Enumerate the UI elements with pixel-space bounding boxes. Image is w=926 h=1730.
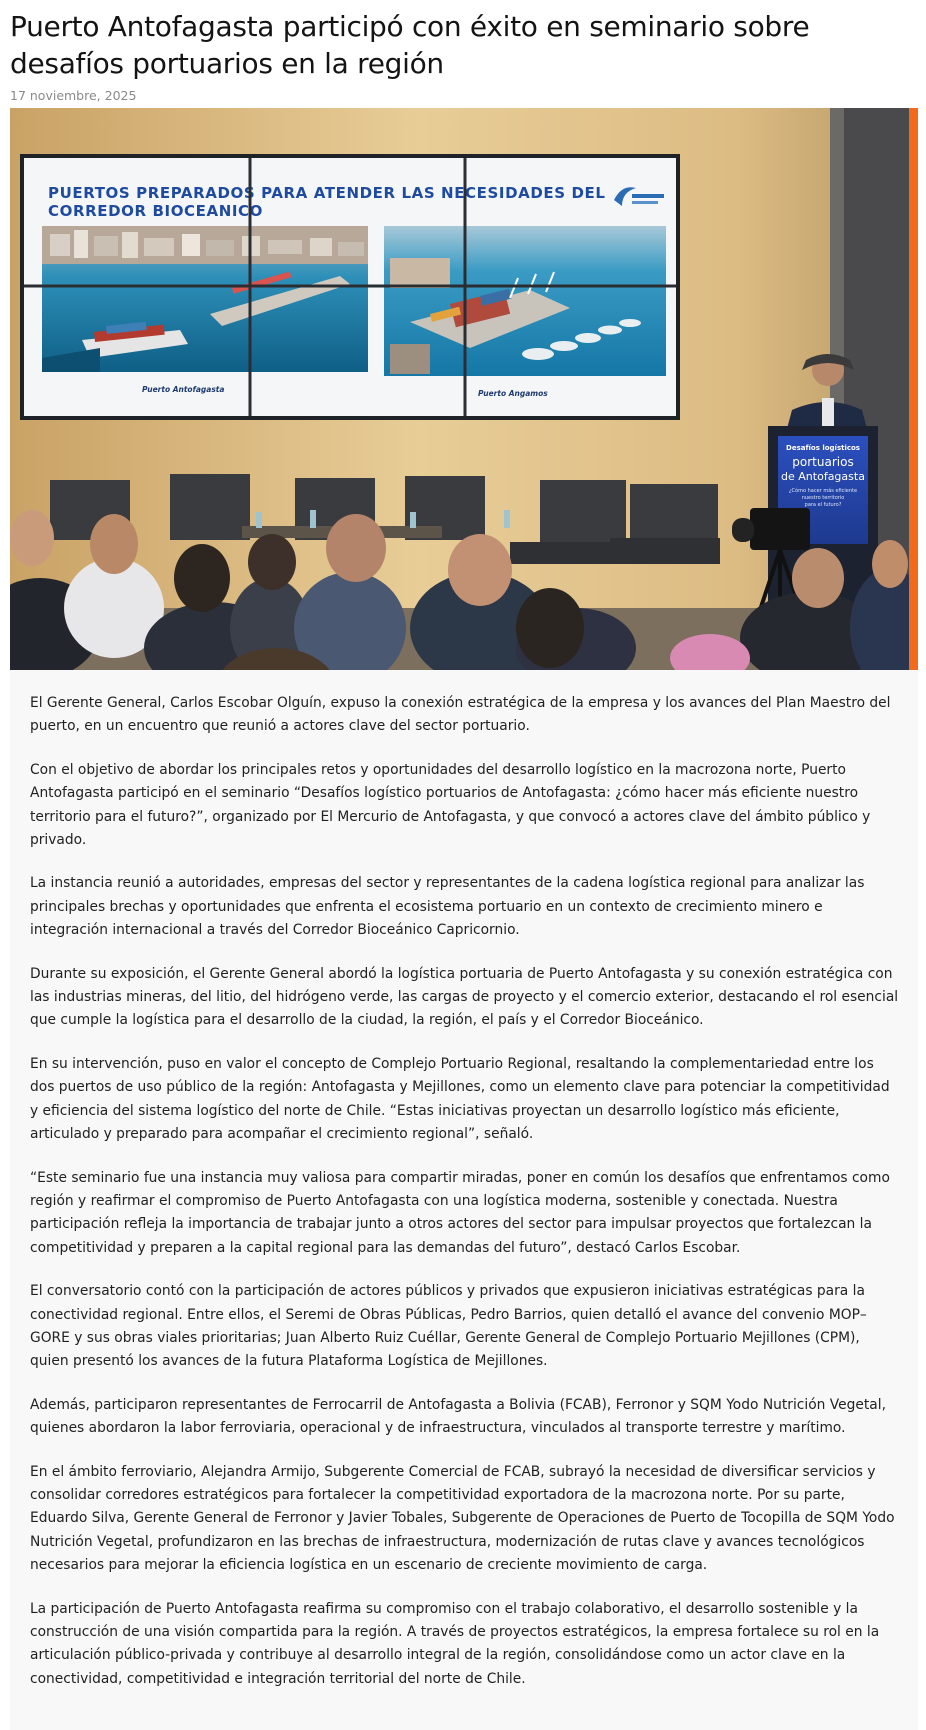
publish-date: 17 noviembre, 2025 — [10, 88, 137, 103]
screen-photo-right — [384, 226, 666, 376]
hero-photo — [10, 108, 918, 670]
article-title: Puerto Antofagasta participó con éxito en seminario sobre desafíos portuarios en la región — [10, 10, 810, 80]
screen-headline-1: PUERTOS PREPARADOS PARA ATENDER LAS NECESIDADES DEL — [48, 184, 606, 202]
podium-line-4: ¿Cómo hacer más eficiente — [788, 488, 858, 494]
paragraph: La participación de Puerto Antofagasta reafirma su compromiso con el trabajo colaborativo, el desarrollo sostenible y la construcción de una visión compartida para la región. A través de proyectos estratégicos, la empresa fortalece su rol en la articulación público-privada y contribuye al desarrollo integral de la región, consolidándose como un actor clave en la conectividad, competitividad e integración territorial del norte de Chile. — [30, 1600, 880, 1687]
paragraph: En su intervención, puso en valor el concepto de Complejo Portuario Regional, resaltando la complementariedad entre los dos puertos de uso público de la región: Antofagasta y Mejillones, como un elemento clave para potenciar la competitividad y eficiencia del sistema logístico del norte de Chile. “Estas iniciativas proyectan un desarrollo logístico más eficiente, articulado y preparado para acompañar el crecimiento regional”, señaló. — [30, 1055, 890, 1143]
screen-headline-2: CORREDOR BIOCEANICO — [48, 202, 264, 220]
paragraph: Durante su exposición, el Gerente General abordó la logística portuaria de Puerto Antofagasta y su conexión estratégica con las industrias mineras, del litio, del hidrógeno verde, las cargas de proyecto y el comercio exterior, destacando el rol esencial que cumple la logística para el desarrollo de la ciudad, la región, el país y el Corredor Bioceánico. — [30, 965, 899, 1029]
paragraph: Con el objetivo de abordar los principales retos y oportunidades del desarrollo logístico en la macrozona norte, Puerto Antofagasta participó en el seminario “Desafíos logístico portuarios de Antofagasta: ¿cómo hacer más eficiente nuestro territorio para el futuro?”, organizado por El Mercurio de Antofagasta, y que convocó a actores clave del ámbito público y privado. — [30, 761, 871, 849]
screen-caption-left: Puerto Antofagasta — [142, 385, 225, 394]
screen-caption-right: Puerto Angamos — [478, 389, 548, 398]
paragraph: Además, participaron representantes de Ferrocarril de Antofagasta a Bolivia (FCAB), Ferronor y SQM Yodo Nutrición Vegetal, quienes abordaron la labor ferroviaria, operacional y de infraestructura, vinculados al transporte terrestre y marítimo. — [30, 1396, 886, 1437]
podium-line-1: Desafíos logísticos — [786, 444, 860, 452]
podium-line-6: para el futuro? — [804, 502, 842, 508]
article-body — [30, 692, 902, 1711]
accent-bar — [909, 108, 918, 670]
paragraph: El conversatorio contó con la participación de actores públicos y privados que expusieron iniciativas estratégicas para la conectividad regional. Entre ellos, el Seremi de Obras Públicas, Pedro Barrios, quien detalló el avance del convenio MOP–GORE y sus obras viales prioritarias; Juan Alberto Ruiz Cuéllar, Gerente General de Complejo Portuario Mejillones (CPM), quien presentó los avances de la futura Plataforma Logística de Mejillones. — [30, 1283, 867, 1370]
video-wall-screen — [20, 154, 680, 420]
paragraph-lead: El Gerente General, Carlos Escobar Olguín, expuso la conexión estratégica de la empresa y los avances del Plan Maestro del puerto, en un encuentro que reunió a actores clave del sector portuario. — [30, 695, 891, 735]
podium-line-3: de Antofagasta — [781, 470, 865, 483]
paragraph: “Este seminario fue una instancia muy valiosa para compartir miradas, poner en común los desafíos que enfrentamos como región y reafirmar el compromiso de Puerto Antofagasta con una logística moderna, sostenible y conectada. Nuestra participación refleja la importancia de trabajar junto a otros actores del sector para impulsar proyectos que fortalezcan la competitividad y preparen a la capital regional para las demandas del futuro”, destacó Carlos Escobar. — [30, 1169, 890, 1256]
paragraph: La instancia reunió a autoridades, empresas del sector y representantes de la cadena logística regional para analizar las principales brechas y oportunidades que enfrenta el ecosistema portuario en un contexto de crecimiento minero e integración internacional a través del Corredor Bioceánico Capricornio. — [30, 875, 865, 939]
podium-line-2: portuarios — [792, 455, 854, 469]
screen-photo-left — [42, 226, 368, 372]
paragraph: En el ámbito ferroviario, Alejandra Armijo, Subgerente Comercial de FCAB, subrayó la necesidad de diversificar servicios y consolidar corredores estratégicos para fortalecer la competitividad exportadora de la macrozona norte. Por su parte, Eduardo Silva, Gerente General de Ferronor y Javier Tobales, Subgerente de Operaciones de Puerto de Tocopilla de SQM Yodo Nutrición Vegetal, profundizaron en las brechas de infraestructura, modernización de rutas clave y avances tecnológicos necesarios para mejorar la eficiencia logística en un escenario de creciente movimiento de carga. — [30, 1463, 895, 1574]
podium-line-5: nuestro territorio — [801, 495, 845, 501]
